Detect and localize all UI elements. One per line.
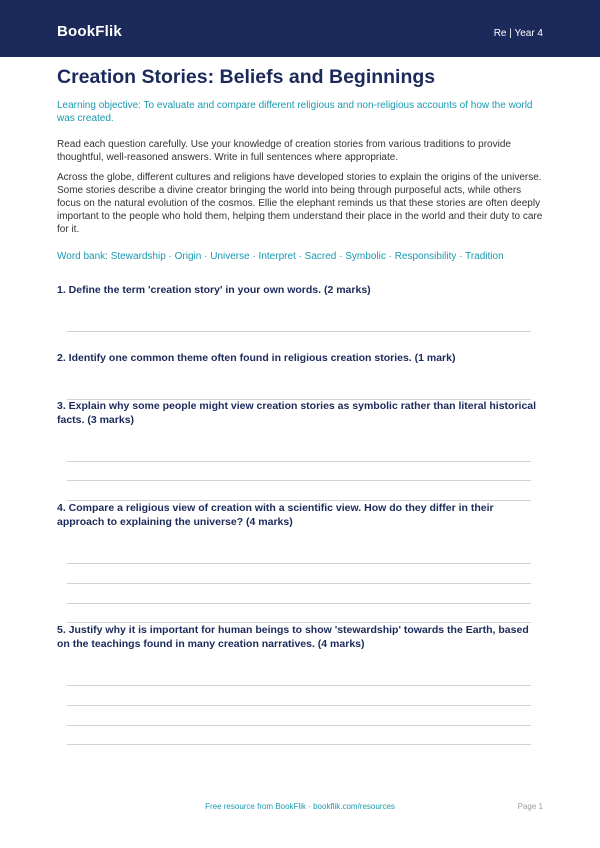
question-5: 5. Justify why it is important for human beings to show 'stewardship' towards the Earth, based on the teachings found in many creation narratives. (4 marks)	[57, 624, 529, 650]
header-bar	[0, 0, 600, 57]
brand-logo-text[interactable]: BookFlik	[57, 23, 122, 40]
answer-line[interactable]	[67, 331, 531, 332]
answer-line[interactable]	[67, 603, 531, 604]
question-4: 4. Compare a religious view of creation with a scientific view. How do they differ in their approach to explaining the universe? (4 marks)	[57, 502, 494, 528]
answer-line[interactable]	[67, 583, 531, 584]
answer-line[interactable]	[67, 685, 531, 686]
word-bank: Word bank: Stewardship · Origin · Universe · Interpret · Sacred · Symbolic · Responsibility · Tradition	[57, 251, 504, 262]
answer-line[interactable]	[67, 725, 531, 726]
page-number: Page 1	[517, 802, 543, 811]
question-3: 3. Explain why some people might view creation stories as symbolic rather than literal historical facts. (3 marks)	[57, 400, 537, 426]
page-title: Creation Stories: Beliefs and Beginnings	[57, 66, 436, 88]
footer-credit[interactable]: Free resource from BookFlik · bookflik.com/resources	[205, 802, 395, 811]
answer-line[interactable]	[67, 461, 531, 462]
subject-year-label: Re | Year 4	[493, 28, 543, 39]
answer-line[interactable]	[67, 480, 531, 481]
instructions-paragraph: Read each question carefully. Use your knowledge of creation stories from various traditions to provide thoughtful, well-reasoned answers. Write in full sentences where appropriate.	[57, 139, 511, 163]
answer-line[interactable]	[67, 744, 531, 745]
learning-objective: Learning objective: To evaluate and compare different religious and non-religious accounts of how the world was created.	[57, 100, 533, 124]
answer-line[interactable]	[67, 705, 531, 706]
question-1: 1. Define the term 'creation story' in your own words. (2 marks)	[57, 284, 371, 296]
answer-line[interactable]	[67, 563, 531, 564]
intro-paragraph: Across the globe, different cultures and religions have developed stories to explain the origins of the universe. Some stories describe a divine creator bringing the world into being through purposeful acts, while others focus on the natural evolution of the cosmos. Ellie the elephant reminds us that these stories are often deeply important to the people who hold them, helping them understand their place in the world and their duty to care for it.	[57, 172, 543, 235]
question-2: 2. Identify one common theme often found in religious creation stories. (1 mark)	[57, 352, 456, 364]
